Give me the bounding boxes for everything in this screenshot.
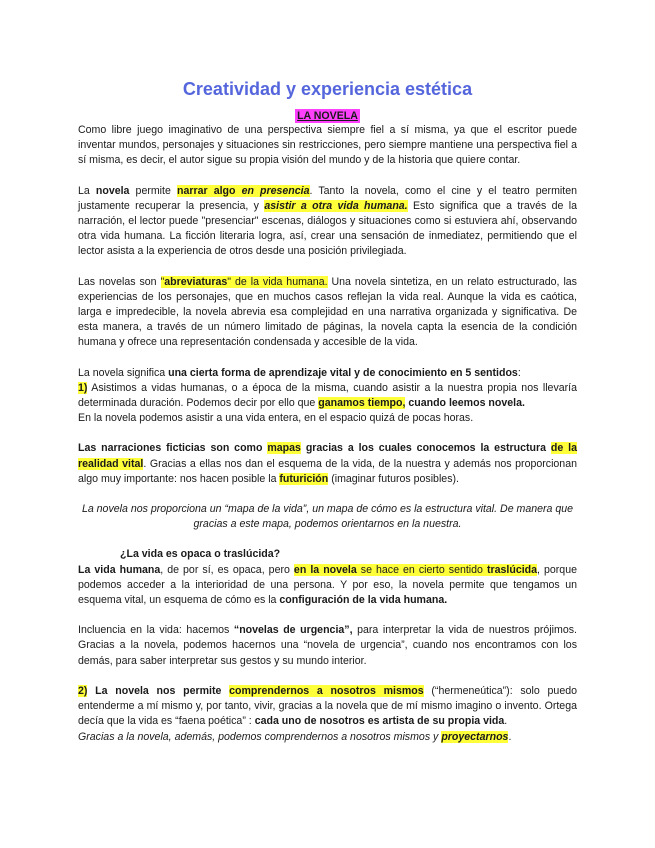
paragraph-text: Como libre juego imaginativo de una perspectiva siempre fiel a sí misma, ya que el escritor puede inventar mundos, personajes y situaciones sin restricciones, pero siempre mantiene una perspectiva fiel a sí misma, es decir, el autor sigue su propia visión del mundo y de la historia que quiere contar. <box>78 124 577 167</box>
section-label-row <box>78 109 577 123</box>
highlight-traslucida: traslúcida <box>486 563 538 576</box>
highlight-text: se hace en cierto sentido <box>356 563 487 576</box>
text-run-bold: novela <box>95 184 130 197</box>
text-run: Una novela sintetiza, en un relato estructurado, las experiencias de los personajes, que en muchos casos reflejan la vida real. Aunque la vida es caótica, larga e impredecible, la novela abrevia esa complejidad en una narrativa organizada y significativa. De esta manera, a través de un número limitado de páginas, la novela capta la esencia de la condición humana y ofrece una representación condensada y accesible de la vida. <box>78 275 577 349</box>
text-run: para interpretar la vida de nuestros prójimos. Gracias a la novela, podemos hacernos una “novela de urgencia”, cuando nos encontramos con los demás, para saber interpretar sus gestos y su mundo interior. <box>78 624 577 667</box>
highlight-comprendernos: comprendernos a nosotros mismos <box>229 684 424 697</box>
paragraph-comprendernos <box>78 684 577 745</box>
text-run: : <box>517 366 521 379</box>
text-run: permite <box>129 184 177 197</box>
text-run: " de la vida humana. <box>227 275 328 288</box>
text-run: En la novela podemos asistir a una vida entera, en el espacio quizá de pocas horas. <box>78 412 474 425</box>
highlight-number-2: 2) <box>78 684 88 697</box>
paragraph-presence <box>78 184 577 260</box>
paragraph-opaca <box>78 547 577 608</box>
text-run-bold: La novela nos permite <box>87 684 230 697</box>
text-run: (imaginar futuros posibles). <box>328 472 459 485</box>
highlight-asistir: asistir a otra vida humana. <box>264 199 408 212</box>
text-run-italic: Gracias a la novela, además, podemos comprendernos a nosotros mismos y <box>78 730 442 743</box>
paragraph-urgencia <box>78 623 577 669</box>
text-run-bold: cuando leemos novela. <box>405 397 525 410</box>
highlight-realidad-vital: de la realidad vital <box>78 442 577 470</box>
text-run-bold: “novelas de urgencia”, <box>233 624 353 637</box>
text-run: . Tanto la novela, como el cine y el teatro permiten justamente recuperar la presencia, y <box>78 184 577 212</box>
text-run: , porque podemos acceder a la interioridad de una persona. Y por eso, la novela permite que tengamos un esquema vital, un esquema de cómo es la <box>78 563 577 607</box>
text-run: La novela significa <box>78 366 169 379</box>
text-run-bold: Las narraciones ficticias son como <box>78 442 268 455</box>
highlight-proyectarnos: proyectarnos <box>441 730 509 743</box>
text-run-bold: una cierta forma de aprendizaje vital y de conocimiento en 5 sentidos <box>168 366 518 379</box>
text-run: " <box>160 275 165 288</box>
paragraph-quote-mapa <box>78 502 577 532</box>
paragraph-mapas <box>78 441 577 487</box>
highlight-ganamos-tiempo: ganamos tiempo, <box>318 397 406 410</box>
text-run: La <box>78 184 96 197</box>
text-run-bold-italic: en presencia <box>241 184 310 197</box>
text-run: narrar algo <box>176 184 242 197</box>
highlight-narrar <box>177 185 310 197</box>
text-run: (“hermeneútica”): solo puedo entenderme a mí mismo y, por tanto, vivir, gracias a la novela que de mí mismo imagino o invento. Ortega decía que la vida es “faena poética” : <box>78 684 577 728</box>
highlight-mapas: mapas <box>267 442 301 455</box>
text-run-bold: La vida humana <box>78 563 161 576</box>
text-run-bold: configuración de la vida humana. <box>279 594 448 607</box>
section-label: LA NOVELA <box>297 110 358 122</box>
highlight-futuricion: futurición <box>279 472 329 485</box>
text-run-bold: abreviaturas <box>164 275 228 288</box>
question-heading: ¿La vida es opaca o traslúcida? <box>120 548 281 561</box>
text-run: Esto significa que a través de la narración, el lector puede "presenciar" escenas, diálogos y situaciones como si estuviera ahí, observando otra vida humana. La ficción literaria logra, así, crear una sensación de inmediatez, permitiendo que el lector asista a la experiencia de otros desde una posición privilegiada. <box>78 199 577 258</box>
text-run: . Gracias a ellas nos dan el esquema de la vida, de la nuestra y además nos proporcionan algo muy importante: nos hacen posible la <box>78 457 577 485</box>
text-run: . <box>508 730 512 743</box>
paragraph-intro <box>78 123 577 169</box>
text-run: Las novelas son <box>78 275 161 288</box>
text-run: , de por sí, es opaca, pero <box>160 563 294 576</box>
text-run-bold: cada uno de nosotros es artista de su propia vida <box>254 715 505 728</box>
paragraph-aprendizaje <box>78 366 577 427</box>
text-run-italic: La novela nos proporciona un “mapa de la vida”, un mapa de cómo es la estructura vital. De manera que gracias a este mapa, podemos orientarnos en la nuestra. <box>81 503 574 531</box>
text-run: Asistimos a vidas humanas, o a época de la misma, cuando asistir a la nuestra propia nos llevaría determinada duración. Podemos decir por ello que <box>78 381 577 410</box>
text-run-bold: gracias a los cuales conocemos la estructura <box>300 442 551 455</box>
highlight-en-la-novela: en la novela <box>293 563 357 576</box>
highlight-abreviaturas <box>161 276 328 288</box>
text-run: . <box>504 715 508 728</box>
highlight-number-1: 1) <box>78 381 88 394</box>
paragraph-abreviaturas <box>78 275 577 351</box>
document-title: Creatividad y experiencia estética <box>182 79 473 99</box>
text-run: Incluencia en la vida: hacemos <box>78 624 234 637</box>
